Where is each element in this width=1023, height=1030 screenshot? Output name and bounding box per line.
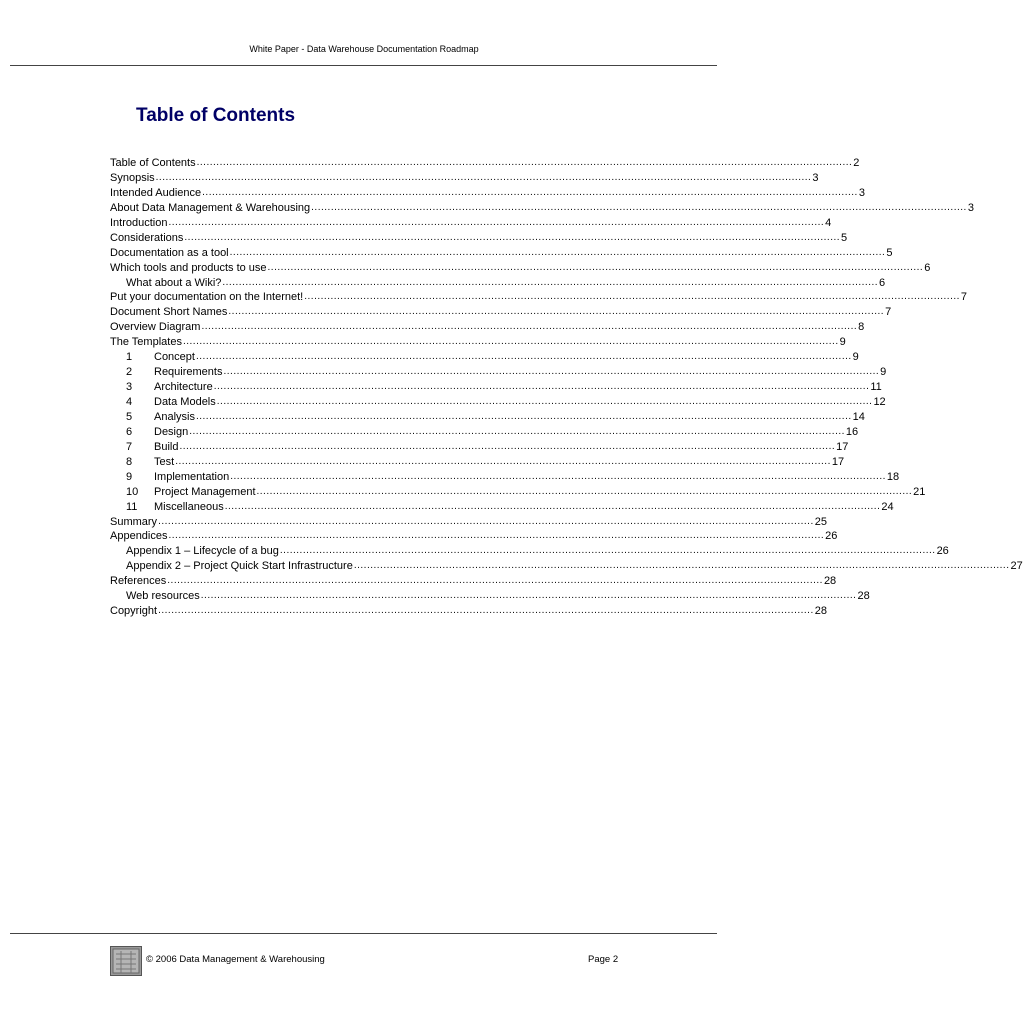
toc-leader-dots: ........................................................................................................................................................................................................ — [158, 605, 814, 617]
toc-entry-label: Intended Audience — [110, 186, 202, 199]
toc-entry[interactable] — [110, 529, 838, 544]
toc-entry-page: 8 — [858, 321, 865, 334]
toc-entry-number: 11 — [126, 500, 138, 513]
toc-entry[interactable] — [110, 246, 893, 261]
toc-leader-dots: ........................................................................................................................................................................................................ — [168, 216, 825, 228]
toc-leader-dots: ........................................................................................................................................................................................................ — [195, 351, 852, 363]
toc-entry[interactable] — [110, 201, 974, 216]
running-header: White Paper - Data Warehouse Documentation Roadmap — [249, 44, 479, 54]
toc-leader-dots: ........................................................................................................................................................................................................ — [158, 515, 814, 527]
toc-entry[interactable] — [110, 515, 827, 530]
toc-entry-page: 7 — [885, 306, 892, 319]
toc-entry-label: What about a Wiki? — [126, 276, 222, 289]
toc-entry-page: 5 — [886, 246, 893, 259]
toc-entry[interactable] — [110, 171, 819, 186]
toc-entry-number: 2 — [126, 366, 133, 379]
toc-leader-dots: ........................................................................................................................................................................................................ — [353, 560, 1010, 572]
toc-leader-dots: ........................................................................................................................................................................................................ — [184, 231, 841, 243]
toc-entry-label: About Data Management & Warehousing — [110, 201, 311, 214]
toc-leader-dots: ........................................................................................................................................................................................................ — [182, 336, 839, 348]
toc-entry[interactable] — [110, 231, 848, 246]
toc-leader-dots: ........................................................................................................................................................................................................ — [216, 396, 873, 407]
toc-entry-page: 3 — [967, 201, 974, 214]
footer-copyright: © 2006 Data Management & Warehousing — [146, 954, 325, 965]
toc-entry[interactable] — [110, 574, 837, 589]
toc-leader-dots: ........................................................................................................................................................................................................ — [196, 157, 853, 168]
toc-entry[interactable] — [110, 425, 859, 440]
toc-entry-page: 3 — [812, 171, 819, 184]
toc-leader-dots: ........................................................................................................................................................................................................ — [155, 171, 812, 183]
toc-entry-label: Summary — [110, 515, 158, 528]
toc-entry[interactable] — [110, 410, 865, 425]
toc-entry-page: 9 — [852, 351, 859, 364]
toc-entry[interactable] — [110, 380, 882, 395]
toc-entry-page: 27 — [1010, 560, 1023, 573]
toc-leader-dots: ........................................................................................................................................................................................................ — [311, 201, 967, 213]
toc-entry-label: Web resources — [126, 590, 200, 603]
toc-entry-number: 4 — [126, 396, 133, 408]
toc-entry[interactable] — [110, 470, 900, 485]
toc-entry-label: Appendix 2 – Project Quick Start Infrastructure — [126, 560, 353, 573]
toc-entry[interactable] — [110, 305, 892, 320]
toc-entry-label: Architecture — [154, 381, 213, 394]
toc-entry-label: Data Models — [154, 396, 216, 408]
toc-entry-label: Considerations — [110, 231, 184, 244]
toc-entry-label: Which tools and products to use — [110, 261, 267, 274]
toc-entry-page: 6 — [924, 261, 931, 274]
toc-entry-label: Requirements — [154, 366, 223, 379]
toc-entry[interactable] — [110, 455, 845, 470]
toc-entry[interactable] — [110, 186, 865, 201]
toc-leader-dots: ........................................................................................................................................................................................................ — [179, 440, 836, 452]
toc-entry[interactable] — [110, 216, 832, 231]
toc-entry-label: Copyright — [110, 605, 158, 618]
toc-entry[interactable] — [110, 485, 926, 500]
toc-entry[interactable] — [110, 276, 886, 291]
company-logo-icon — [110, 946, 142, 976]
toc-leader-dots: ........................................................................................................................................................................................................ — [213, 381, 870, 393]
toc-entry-label: Put your documentation on the Internet! — [110, 291, 304, 304]
toc-entry[interactable] — [110, 544, 949, 559]
toc-entry[interactable] — [110, 156, 860, 171]
toc-entry-page: 17 — [836, 440, 849, 453]
toc-entry-number: 9 — [126, 470, 133, 483]
toc-entry-page: 25 — [814, 515, 827, 528]
toc-entry-number: 8 — [126, 455, 133, 468]
toc-entry-label: The Templates — [110, 336, 182, 349]
toc-entry-number: 1 — [126, 351, 133, 364]
toc-entry[interactable] — [110, 395, 886, 410]
toc-leader-dots: ........................................................................................................................................................................................................ — [304, 291, 960, 303]
toc-leader-dots: ........................................................................................................................................................................................................ — [168, 530, 825, 542]
toc-entry[interactable] — [110, 604, 827, 619]
toc-title: Table of Contents — [136, 105, 296, 126]
toc-leader-dots: ........................................................................................................................................................................................................ — [195, 410, 852, 422]
toc-leader-dots: ........................................................................................................................................................................................................ — [167, 575, 823, 587]
footer-page-number: Page 2 — [588, 954, 619, 965]
toc-entry[interactable] — [110, 559, 1023, 574]
toc-entry-page: 28 — [823, 575, 837, 588]
toc-entry-number: 3 — [126, 381, 133, 394]
toc-entry-label: Implementation — [154, 470, 230, 483]
toc-entry-page: 18 — [886, 470, 900, 483]
toc-entry-page: 16 — [845, 425, 859, 438]
toc-entry-page: 21 — [913, 485, 926, 498]
toc-entry-page: 5 — [841, 231, 848, 244]
toc-entry-label: Analysis — [154, 410, 195, 423]
toc-entry[interactable] — [110, 320, 865, 335]
toc-entry-page: 26 — [825, 530, 838, 543]
toc-entry-page: 28 — [857, 590, 870, 603]
toc-entry-number: 6 — [126, 425, 133, 438]
toc-leader-dots: ........................................................................................................................................................................................................ — [256, 485, 913, 497]
toc-leader-dots: ........................................................................................................................................................................................................ — [228, 306, 885, 318]
toc-leader-dots: ........................................................................................................................................................................................................ — [189, 425, 845, 437]
toc-entry-page: 3 — [858, 186, 865, 199]
toc-entry-label: Documentation as a tool — [110, 246, 229, 259]
toc-entry-label: Overview Diagram — [110, 321, 201, 334]
toc-entry-page: 12 — [873, 396, 886, 408]
toc-leader-dots: ........................................................................................................................................................................................................ — [230, 470, 886, 482]
table-of-contents — [110, 156, 1023, 619]
toc-leader-dots: ........................................................................................................................................................................................................ — [223, 366, 880, 378]
toc-entry-number: 10 — [126, 485, 139, 498]
toc-entry-page: 4 — [825, 216, 832, 229]
toc-entry-label: Build — [154, 440, 179, 453]
toc-entry[interactable] — [110, 440, 849, 455]
toc-entry[interactable] — [110, 589, 870, 604]
toc-entry-label: Document Short Names — [110, 306, 228, 319]
toc-entry-page: 26 — [936, 545, 949, 558]
toc-entry[interactable] — [110, 261, 931, 276]
toc-entry-page: 9 — [839, 336, 846, 349]
toc-leader-dots: ........................................................................................................................................................................................................ — [267, 261, 924, 273]
toc-entry-label: Appendices — [110, 530, 168, 543]
toc-entry-page: 6 — [879, 276, 886, 289]
header-divider — [10, 65, 717, 66]
toc-entry-page: 24 — [881, 500, 894, 513]
toc-leader-dots: ........................................................................................................................................................................................................ — [175, 455, 831, 467]
toc-entry[interactable] — [110, 290, 968, 305]
toc-leader-dots: ........................................................................................................................................................................................................ — [202, 186, 858, 198]
toc-entry-label: Appendix 1 – Lifecycle of a bug — [126, 545, 279, 558]
toc-leader-dots: ........................................................................................................................................................................................................ — [222, 276, 879, 288]
toc-entry-page: 2 — [853, 157, 860, 169]
toc-entry-label: Table of Contents — [110, 157, 196, 169]
toc-leader-dots: ........................................................................................................................................................................................................ — [229, 246, 886, 258]
toc-entry-label: Miscellaneous — [154, 500, 224, 513]
toc-entry-label: Concept — [154, 351, 195, 364]
toc-entry[interactable] — [110, 350, 859, 365]
toc-entry[interactable] — [110, 365, 887, 380]
toc-leader-dots: ........................................................................................................................................................................................................ — [201, 321, 858, 333]
toc-entry[interactable] — [110, 335, 846, 350]
toc-entry-page: 28 — [814, 605, 827, 618]
toc-entry-page: 17 — [831, 455, 845, 468]
toc-leader-dots: ........................................................................................................................................................................................................ — [224, 500, 881, 512]
toc-entry-label: Introduction — [110, 216, 168, 229]
toc-entry-label: References — [110, 575, 167, 588]
toc-leader-dots: ........................................................................................................................................................................................................ — [279, 545, 936, 557]
toc-entry-page: 11 — [870, 381, 882, 394]
toc-entry-page: 7 — [960, 291, 968, 304]
toc-entry-number: 7 — [126, 440, 133, 453]
toc-entry-number: 5 — [126, 410, 133, 423]
toc-entry-page: 14 — [852, 410, 865, 423]
toc-entry[interactable] — [110, 500, 894, 515]
toc-leader-dots: ........................................................................................................................................................................................................ — [200, 590, 857, 602]
toc-entry-label: Synopsis — [110, 171, 155, 184]
toc-entry-label: Design — [154, 425, 189, 438]
toc-entry-page: 9 — [880, 366, 887, 379]
toc-entry-label: Project Management — [154, 485, 256, 498]
footer-divider — [10, 933, 717, 934]
toc-entry-label: Test — [154, 455, 175, 468]
